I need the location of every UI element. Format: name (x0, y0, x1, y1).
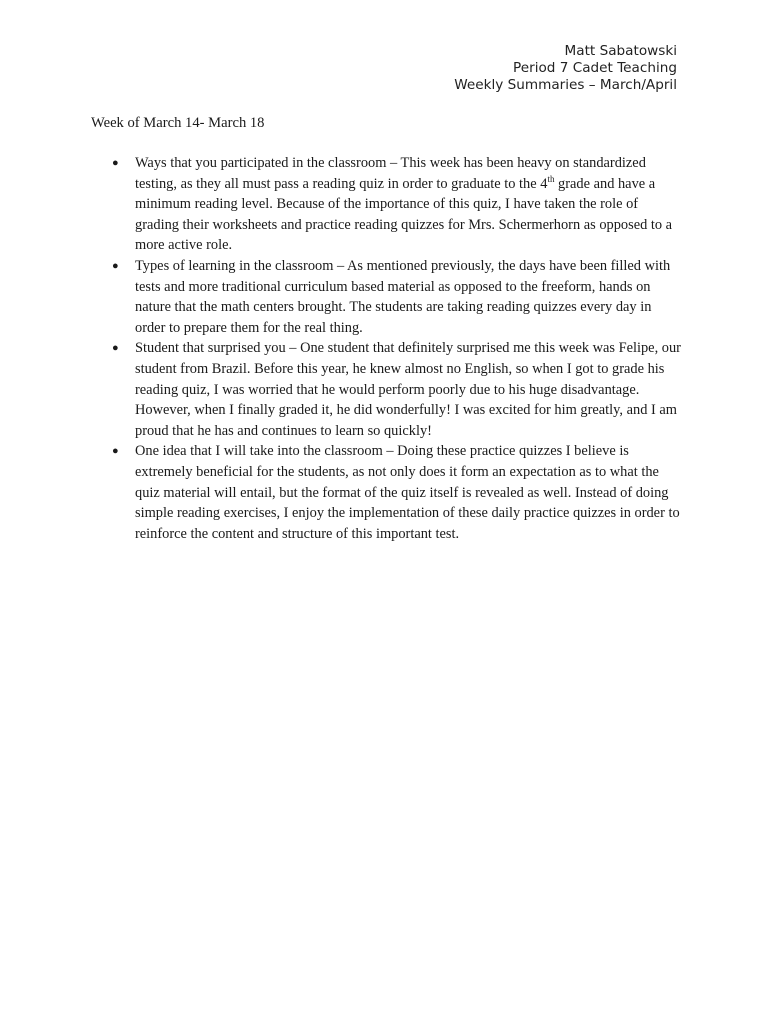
bullet-surprising-student (112, 338, 682, 441)
bullet-idea-to-take (112, 441, 682, 544)
bullet-dot-icon: ● (112, 445, 119, 458)
document-header (454, 43, 677, 94)
bullet-types-of-learning (112, 256, 682, 338)
author-name: Matt Sabatowski (564, 43, 677, 59)
bullet-dot-icon: ● (112, 342, 119, 355)
summary-bullet-list (112, 153, 682, 544)
document-title: Weekly Summaries – March/April (454, 77, 677, 93)
course-name: Period 7 Cadet Teaching (513, 60, 677, 76)
week-heading: Week of March 14- March 18 (91, 115, 265, 131)
bullet-text: Types of learning in the classroom – As mentioned previously, the days have been filled with tests and more traditional curriculum based material as opposed to the freeform, hands on nature that the math centers brought. The students are taking reading quizzes every day in order to prepare them for the real thing. (135, 257, 671, 336)
bullet-participation (112, 153, 682, 256)
bullet-text: Ways that you participated in the classroom – This week has been heavy on standardized testing, as they all must pass a reading quiz in order to graduate to the 4 (135, 155, 646, 192)
bullet-dot-icon: ● (112, 157, 119, 169)
bullet-text-continued: grade and have a minimum reading level. Because of the importance of this quiz, I have taken the role of grading their worksheets and practice reading quizzes for Mrs. Schermerhorn as opposed to a more active role. (135, 175, 673, 254)
bullet-text: Student that surprised you – One student that definitely surprised me this week was Felipe, our student from Brazil. Before this year, he knew almost no English, so when I got to grade his reading quiz, I was worried that he would perform poorly due to his huge disadvantage. However, when I finally graded it, he did wonderfully! I was excited for him greatly, and I am proud that he has and continues to learn so quickly! (135, 340, 681, 439)
bullet-dot-icon: ● (112, 259, 119, 272)
bullet-text: One idea that I will take into the classroom – Doing these practice quizzes I believe is extremely beneficial for the students, as not only does it form an expectation as to what the quiz material will entail, but the format of the quiz itself is revealed as well. Instead of doing simple reading exercises, I enjoy the implementation of these daily practice quizzes in order to reinforce the content and structure of this important test. (135, 443, 680, 542)
ordinal-superscript: th (547, 173, 555, 184)
